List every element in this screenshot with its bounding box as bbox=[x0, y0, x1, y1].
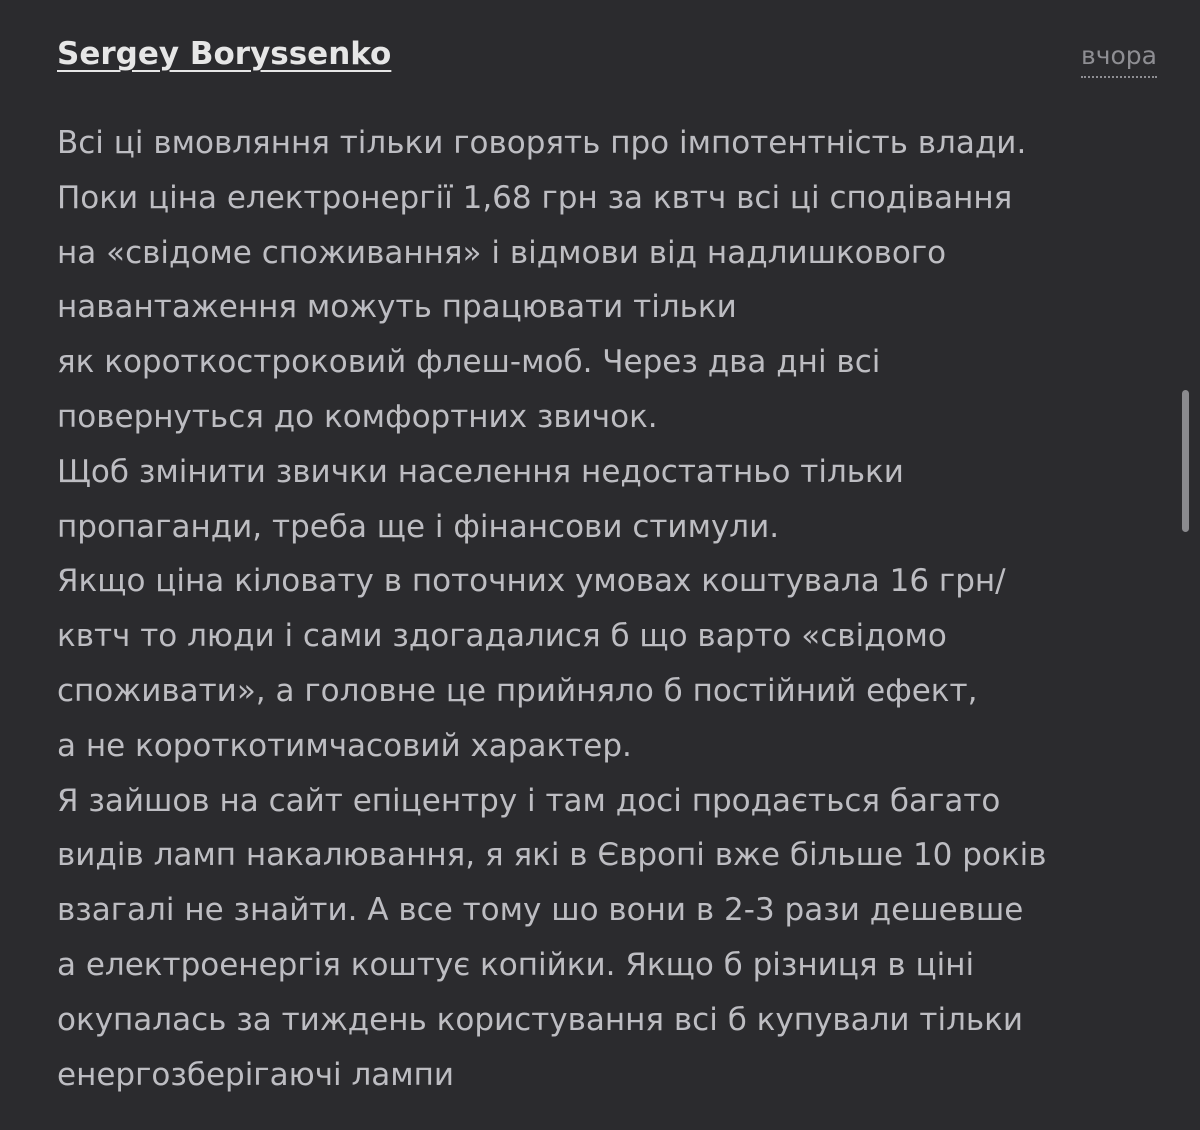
comment-text-line: а електроенергія коштує копійки. Якщо б різниця в ціні bbox=[57, 946, 975, 983]
comment-text-line: а не короткотимчасовий характер. bbox=[57, 727, 632, 764]
comment-text-line: як короткостроковий флеш-моб. Через два дні всі bbox=[57, 344, 881, 381]
comment-text-line: пропаганди, треба ще і фінансови стимули. bbox=[57, 508, 780, 545]
comment-text-line: Якщо ціна кіловату в поточних умовах коштувала 16 грн/ bbox=[57, 563, 1006, 600]
comment-text-line: Щоб змінити звички населення недостатньо тільки bbox=[57, 453, 904, 490]
comment-text-line: Всі ці вмовляння тільки говорять про імпотентність влади. bbox=[57, 125, 1027, 161]
comment-text-line: споживати», а головне це прийняло б постійний ефект, bbox=[57, 672, 978, 709]
comment-body bbox=[57, 116, 1157, 1102]
timestamp-link[interactable]: вчора bbox=[1081, 40, 1157, 78]
comment-text-line: взагалі не знайти. А все тому шо вони в 2-3 рази дешевше bbox=[57, 892, 1024, 929]
comment-text-line: повернуться до комфортних звичок. bbox=[57, 398, 658, 435]
comment bbox=[57, 0, 1167, 1130]
vertical-scrollbar-thumb[interactable] bbox=[1182, 390, 1189, 532]
comment-text-line: навантаження можуть працювати тільки bbox=[57, 289, 737, 326]
comment-text-line: Поки ціна електронергії 1,68 грн за квтч всі ці сподівання bbox=[57, 179, 1013, 216]
author-name-link[interactable]: Sergey Boryssenko bbox=[57, 36, 392, 72]
comment-text-line: квтч то люди і сами здогадалися б що варто «свідомо bbox=[57, 618, 947, 655]
comment-text-line: Я зайшов на сайт епіцентру і там досі продається багато bbox=[57, 782, 1001, 819]
comment-text-line: окупалась за тиждень користування всі б купували тільки bbox=[57, 1001, 1024, 1038]
comment-text-line: видів ламп накалювання, я які в Європі вже більше 10 років bbox=[57, 837, 1047, 874]
comment-text-line: на «свідоме споживання» і відмови від надлишкового bbox=[57, 234, 947, 271]
comment-text-line: енергозберігаючі лампи bbox=[57, 1056, 455, 1093]
